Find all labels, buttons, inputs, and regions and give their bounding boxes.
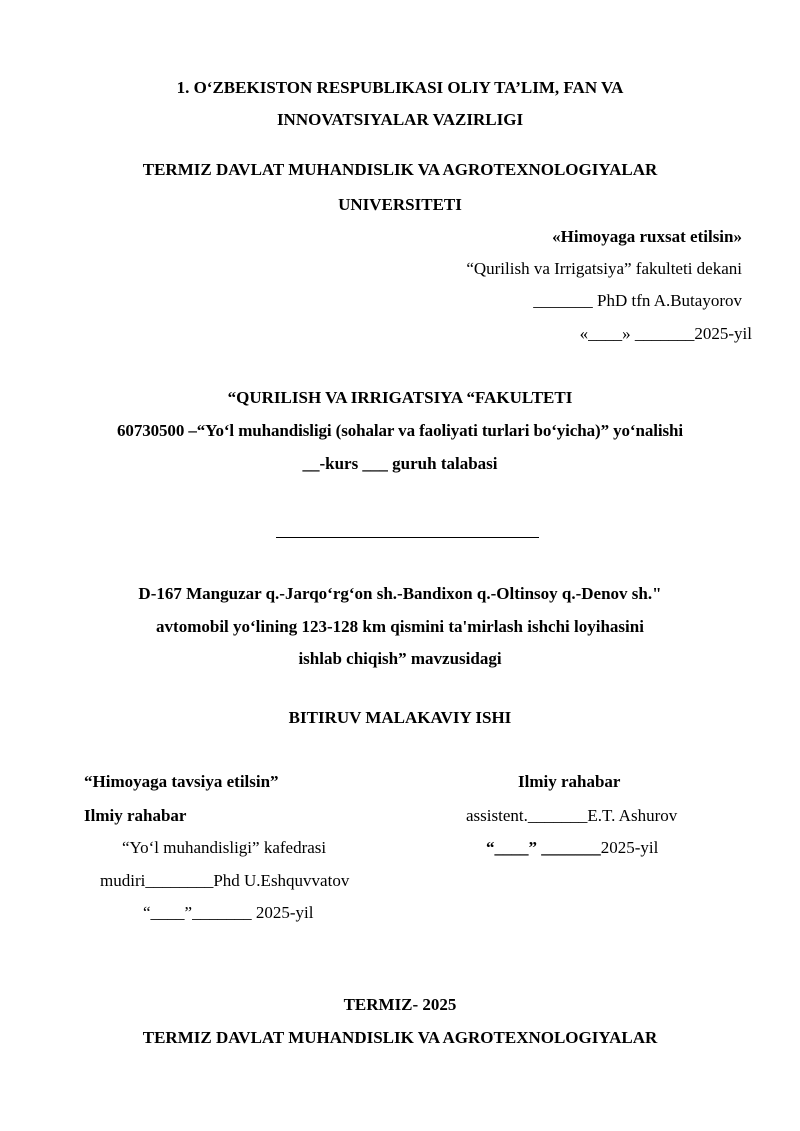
recommend-heading: “Himoyaga tavsiya etilsin” xyxy=(84,772,279,791)
student-line: __-kurs ___ guruh talabasi xyxy=(302,454,498,473)
approval-signatory: _______ PhD tfn A.Butayorov xyxy=(533,291,742,310)
work-type: BITIRUV MALAKAVIY ISHI xyxy=(288,708,512,727)
city-year: TERMIZ- 2025 xyxy=(343,995,457,1014)
advisor-heading: Ilmiy rahabar xyxy=(518,772,621,791)
topic-line-3: ishlab chiqish” mavzusidagi xyxy=(298,649,502,668)
program-title: 60730500 –“Yo‘l muhandisligi (sohalar va faoliyati turlari bo‘yicha)” yo‘nalishi xyxy=(117,421,683,440)
faculty-name: “QURILISH VA IRRIGATSIYA “FAKULTETI xyxy=(227,388,573,407)
department-head: mudiri________Phd U.Eshquvvatov xyxy=(100,871,350,890)
student-name-blank xyxy=(276,537,539,538)
left-date: “____”_______ 2025-yil xyxy=(143,903,314,922)
left-role: Ilmiy rahabar xyxy=(84,806,187,825)
advisor-signatory: assistent._______E.T. Ashurov xyxy=(466,806,678,825)
topic-line-1: D-167 Manguzar q.-Jarqo‘rg‘on sh.-Bandixon q.-Oltinsoy q.-Denov sh." xyxy=(138,584,662,603)
ministry-line-2: INNOVATSIYALAR VAZIRLIGI xyxy=(276,110,524,129)
approval-heading: «Himoyaga ruxsat etilsin» xyxy=(552,227,742,246)
university-line-2: UNIVERSITETI xyxy=(338,195,462,214)
advisor-date xyxy=(486,838,658,858)
ministry-line-1: 1. O‘ZBEKISTON RESPUBLIKASI OLIY TA’LIM, FAN VA xyxy=(176,78,624,97)
advisor-date-month: _______ xyxy=(537,838,601,857)
topic-line-2: avtomobil yo‘lining 123-128 km qismini ta'mirlash ishchi loyihasini xyxy=(156,617,644,636)
approval-date: «____» _______2025-yil xyxy=(579,324,752,343)
approval-position: “Qurilish va Irrigatsiya” fakulteti dekani xyxy=(466,259,742,278)
advisor-date-day: “____” xyxy=(486,838,537,857)
university-line-1: TERMIZ DAVLAT MUHANDISLIK VA AGROTEXNOLOGIYALAR xyxy=(142,160,658,179)
advisor-date-year: 2025-yil xyxy=(600,838,659,857)
department-name: “Yo‘l muhandisligi” kafedrasi xyxy=(122,838,327,857)
footer-university: TERMIZ DAVLAT MUHANDISLIK VA AGROTEXNOLOGIYALAR xyxy=(142,1028,658,1047)
